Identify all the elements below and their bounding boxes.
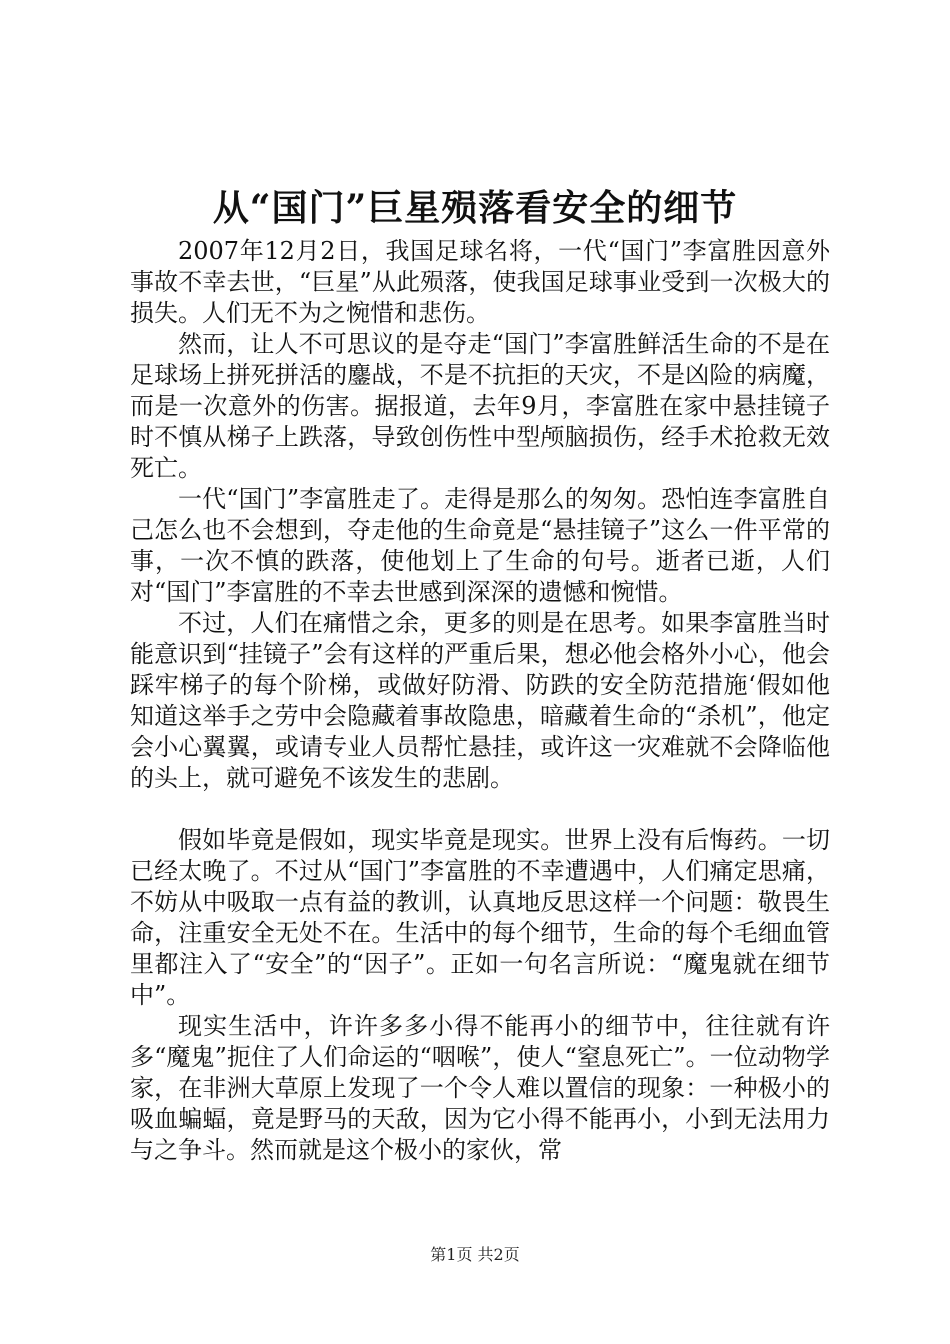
- paragraph-1: 2007年12月2日，我国足球名将，一代“国门”李富胜因意外事故不幸去世，“巨星”从此殒落，使我国足球事业受到一次极大的损失。人们无不为之惋惜和悲伤。: [130, 237, 830, 327]
- document-title: 从“国门”巨星殒落看安全的细节: [212, 187, 738, 229]
- paragraph-4: 不过，人们在痛惜之余，更多的则是在思考。如果李富胜当时能意识到“挂镜子”会有这样的严重后果，想必他会格外小心，他会踩牢梯子的每个阶梯，或做好防滑、防跌的安全防范措施‘假如他知道这举手之劳中会隐藏着事故隐患，暗藏着生命的“杀机”，他定会小心翼翼，或请专业人员帮忙悬挂，或许这一灾难就不会降临他的头上，就可避免不该发生的悲剧。: [130, 609, 830, 792]
- document-body: [130, 236, 830, 1166]
- paragraph-3: 一代“国门”李富胜走了。走得是那么的匆匆。恐怕连李富胜自己怎么也不会想到，夺走他的生命竟是“悬挂镜子”这么一件平常的事，一次不慎的跌落，使他划上了生命的句号。逝者已逝，人们对“国门”李富胜的不幸去世感到深深的遗憾和惋惜。: [130, 485, 830, 606]
- paragraph-6: 现实生活中，许许多多小得不能再小的细节中，往往就有许多“魔鬼”扼住了人们命运的“咽喉”，使人“窒息死亡”。一位动物学家，在非洲大草原上发现了一个令人难以置信的现象：一种极小的吸血蝙蝠，竟是野马的天敌，因为它小得不能再小，小到无法用力与之争斗。然而就是这个极小的家伙，常: [130, 1012, 830, 1164]
- paragraph-5: 假如毕竟是假如，现实毕竟是现实。世界上没有后悔药。一切已经太晚了。不过从“国门”李富胜的不幸遭遇中，人们痛定思痛，不妨从中吸取一点有益的教训，认真地反思这样一个问题：敬畏生命，注重安全无处不在。生活中的每个细节，生命的每个毛细血管里都注入了“安全”的“因子”。正如一句名言所说：“魔鬼就在细节中”。: [130, 826, 830, 1009]
- page-number-footer: 第1页 共2页: [430, 1245, 520, 1264]
- paragraph-2: 然而，让人不可思议的是夺走“国门”李富胜鲜活生命的不是在足球场上拼死拼活的鏖战，不是不抗拒的天灾，不是凶险的病魔，而是一次意外的伤害。据报道，去年9月，李富胜在家中悬挂镜子时不慎从梯子上跌落，导致创伤性中型颅脑损伤，经手术抢救无效死亡。: [130, 330, 830, 482]
